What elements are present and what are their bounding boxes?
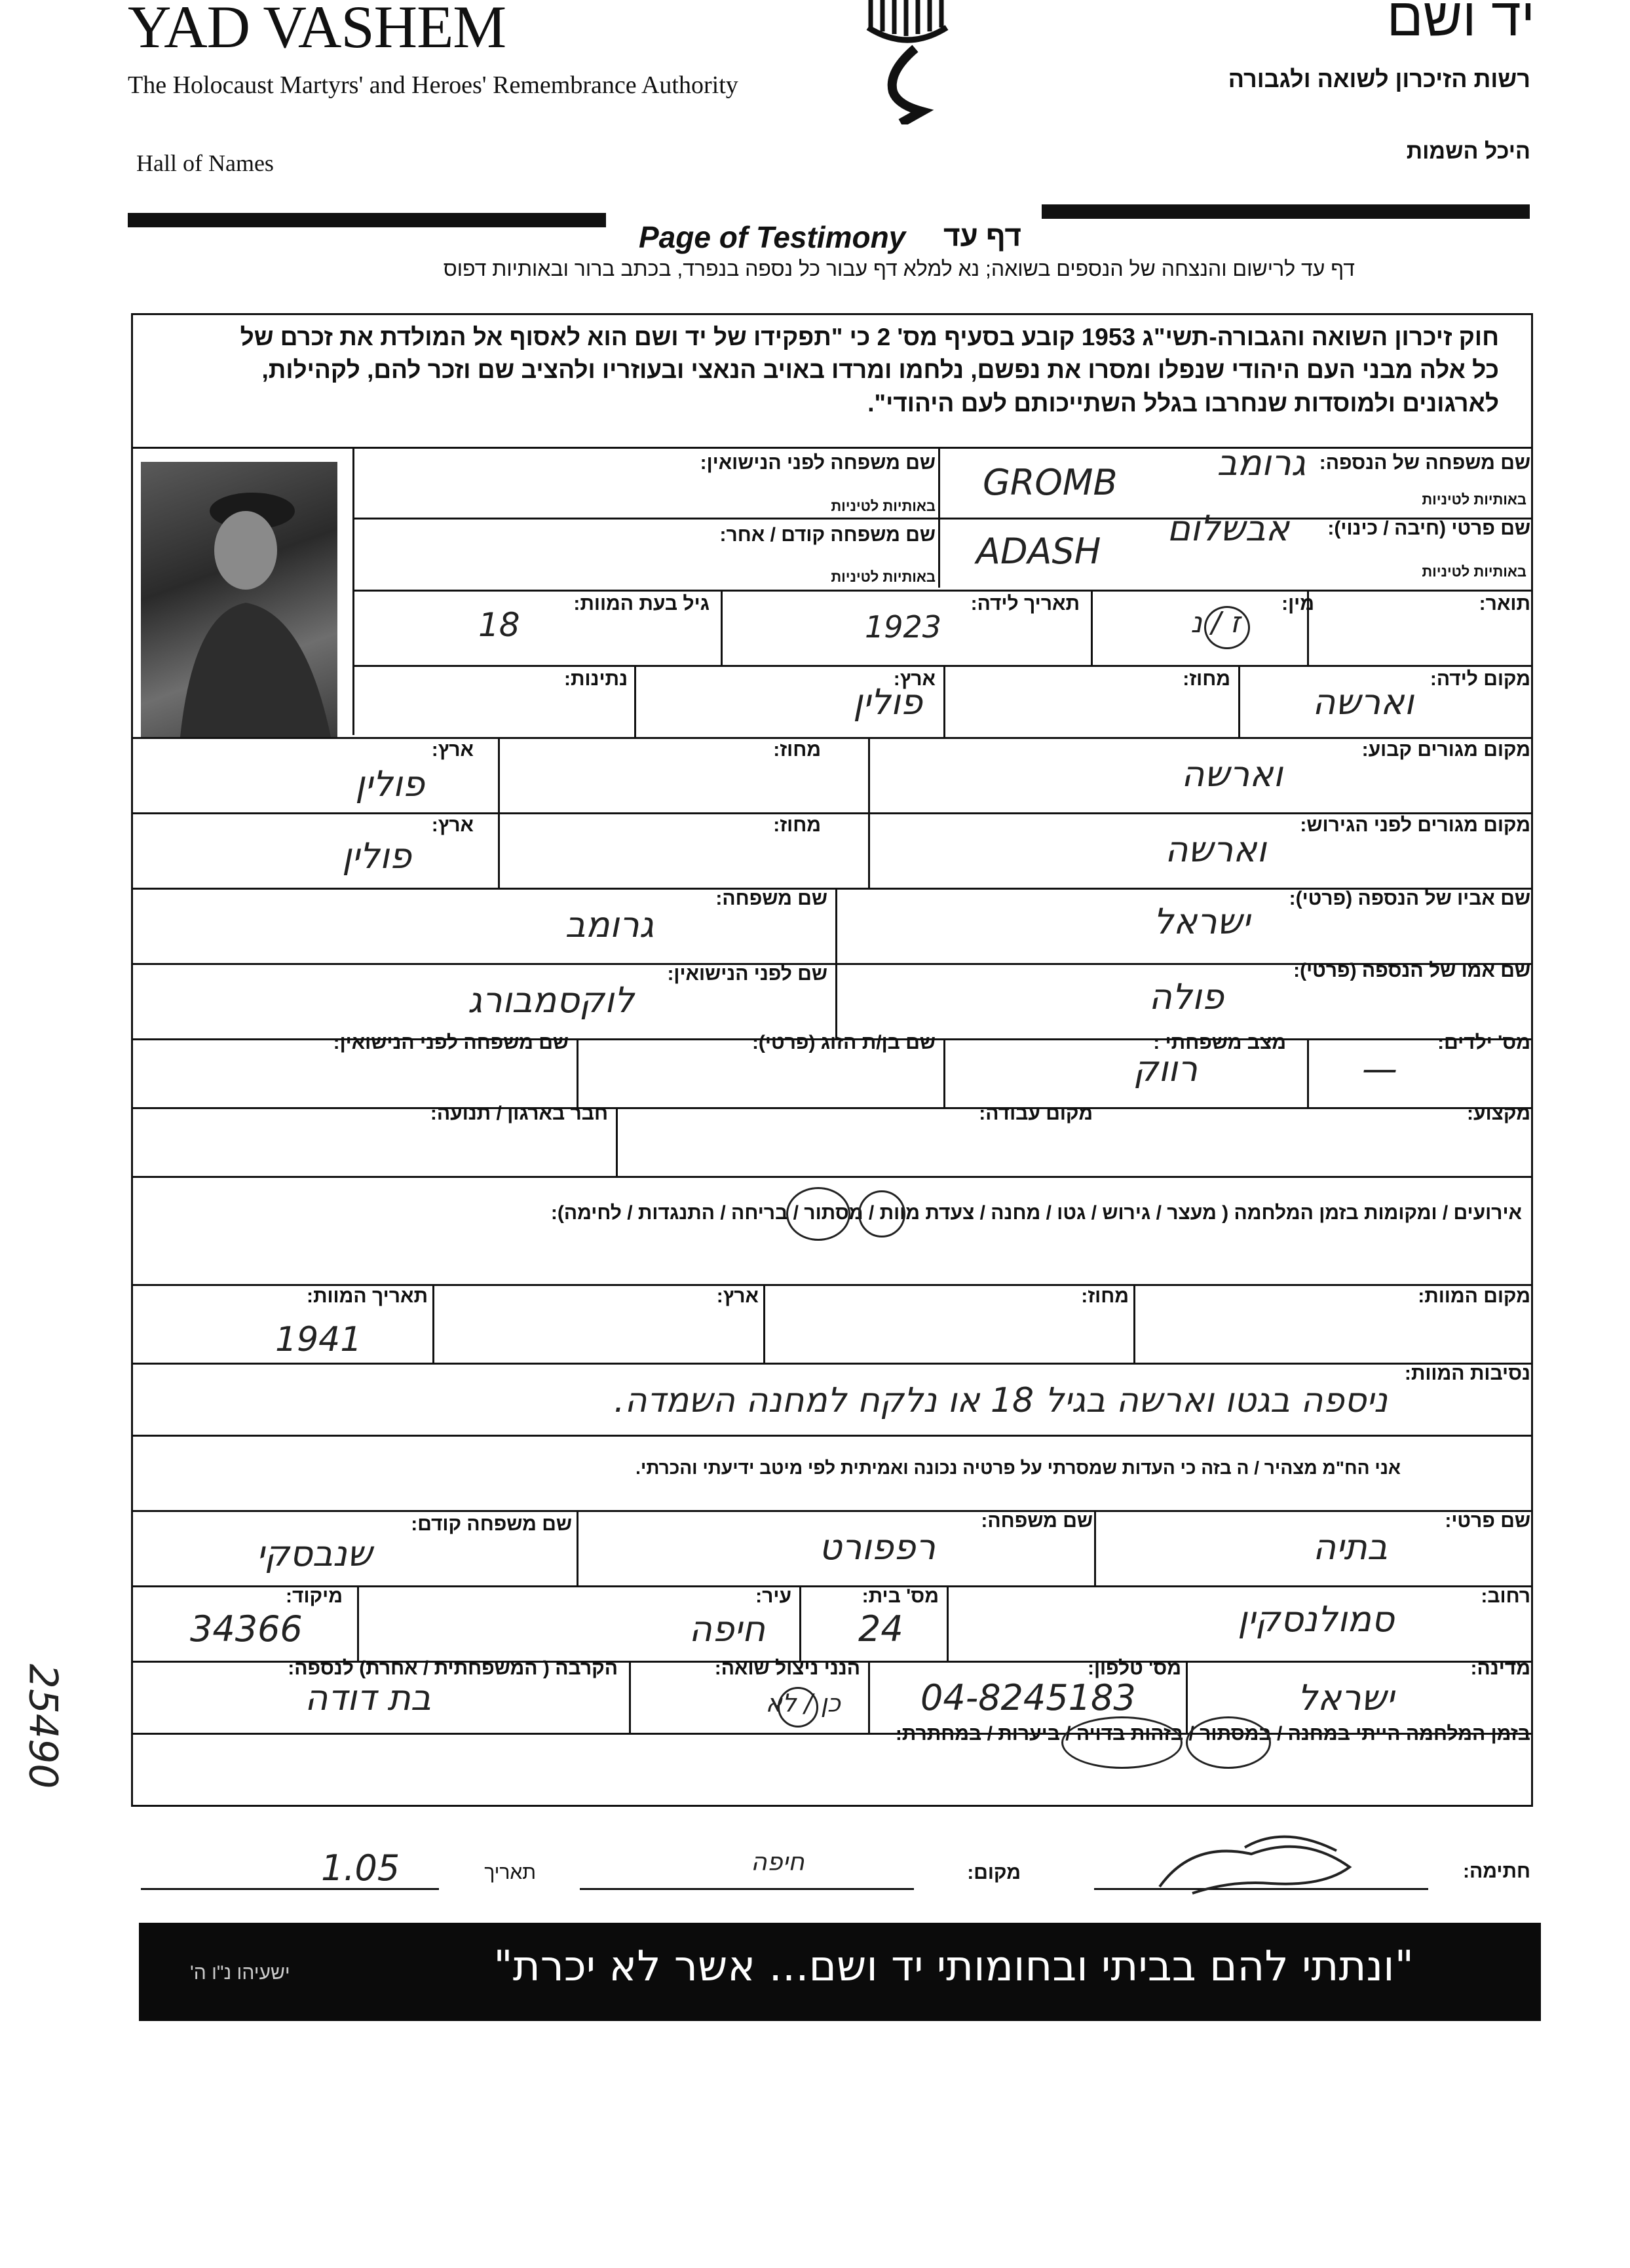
label-maiden: שם משפחה לפני הנישואין: [700,452,936,474]
value-father-family: גרומב [565,904,654,945]
grid-h-12 [131,1363,1533,1365]
grid-v-12b [763,1284,765,1363]
label-district-2: מחוז: [773,739,821,761]
law-text [136,321,1499,420]
place-line [580,1888,914,1890]
grid-v-15a [1094,1510,1096,1585]
label-signature: חתימה: [1462,1861,1530,1882]
org-subtitle-he: רשות הזיכרון לשואה ולגבורה [1228,66,1530,92]
value-surname-he: גרומב [1217,442,1306,483]
grid-h-9 [131,1107,1533,1109]
label-phone: מס' טלפון: [1087,1657,1181,1679]
value-city: חיפה [689,1608,765,1650]
value-death-circ: ניספה בגטו וארשה בגיל 18 או נלקח למחנה השמדה. [613,1381,1388,1420]
grid-v-5b [868,737,870,812]
value-sub-prev: שנבסקי [256,1533,372,1574]
value-marital: רווק [1133,1048,1198,1089]
hall-of-names-he: היכל השמות [1406,139,1530,164]
label-father: שם אביו של הנספה (פרטי): [1289,888,1530,909]
value-relation: בת דודה [305,1677,431,1718]
page-title-he: דף עד [943,220,1022,252]
label-profession: מקצוע: [1467,1103,1530,1124]
label-country-4: ארץ: [716,1285,759,1307]
grid-v-10 [616,1107,618,1176]
value-mother-maiden: לוקסמבורג [467,979,634,1021]
value-house-no: 24 [858,1608,903,1650]
label-sub-first: שם פרטי: [1445,1510,1530,1532]
grid-v-12a [1133,1284,1135,1363]
label-latin-1: באותיות לטיניות [1422,491,1526,508]
label-street: רחוב: [1481,1585,1530,1607]
value-firstname-latin: ADASH [976,531,1101,572]
label-firstname: שם פרטי (חיבה / כינוי): [1327,518,1530,539]
label-title: תואר: [1479,593,1530,614]
grid-v-5a [498,737,500,812]
value-surname-latin: GROMB [983,462,1118,503]
law-divider [131,447,1533,449]
gender-circle [1204,606,1250,649]
label-gender: מין: [1281,593,1314,614]
instructions: דף עד לרישום והנצחה של הנספים בשואה; נא למלא דף עבור כל נספה בנפרד, בכתב ברור ובאותיות דפוס [443,257,1355,280]
value-age: 18 [478,606,520,644]
grid-v-3c [1238,665,1240,737]
law-line-3: לארגונים ולמוסדות שנחרבו בגלל השתייכותם לעם היהודי". [867,389,1499,417]
org-name-en: YAD VASHEM [128,0,506,60]
label-latin-3: באותיות לטיניות [1422,563,1526,580]
declaration: אני הח"מ מצהיר / ה בזה כי העדות שמסרתי על פרטיה נכונה ואמיתית לפי מיטב ידיעתי והכרתי. [635,1458,1401,1478]
label-country-3: ארץ: [431,814,474,836]
value-survivor: כן / לא [765,1689,841,1718]
survivor-yes-circle [778,1687,818,1728]
label-workplace: מקום עבודה: [979,1103,1093,1124]
label-death-date: תאריך המוות: [306,1285,428,1307]
label-nationality: נתינות: [563,668,628,690]
label-permanent-residence: מקום מגורים קבוע: [1361,739,1530,761]
label-country-1: ארץ: [893,668,936,690]
footer-quote: "ונתתי להם בביתי ובחומותי יד ושם... אשר לא יכרת" [493,1942,1414,1991]
grid-v-12c [432,1284,434,1363]
value-birthplace: וארשה [1312,681,1414,723]
grid-v-17b [868,1661,870,1733]
law-line-2: כל אלה מבני העם היהודי שנפלו ומסרו את נפשם, נלחמו ומרדו באויב הנאצי ובעוזריו ולהציב שם וזכר להם, לקהילות, [261,356,1499,384]
margin-number: 25490 [20,1663,66,1789]
label-date: תאריך [484,1862,536,1883]
grid-v-17c [629,1661,631,1733]
victim-photo [141,462,337,737]
grid-v-3a [634,665,636,737]
label-surname: שם משפחה של הנספה: [1319,452,1530,474]
org-subtitle-en: The Holocaust Martyrs' and Heroes' Remembrance Authority [128,71,738,99]
label-mother: שם אמו של הנספה (פרטי): [1293,960,1530,981]
label-wartime: בזמן המלחמה הייתי במחנה / במסתור / בזהות בדויה / ביערות / במחתרת: [895,1723,1530,1745]
label-state: מדינה: [1470,1657,1530,1679]
label-death-circ: נסיבות המוות: [1404,1363,1530,1384]
label-residence-before-deport: מקום מגורים לפני הגירוש: [1300,814,1530,836]
grid-v-16a [947,1585,949,1661]
title-bar-left [128,213,606,227]
footer-source: ישעיהו נ"ו ה' [190,1962,290,1984]
label-zip: מיקוד: [286,1585,343,1607]
grid-v-6b [868,812,870,888]
label-district-1: מחוז: [1183,668,1230,690]
value-firstname-he: אבשלום [1167,508,1289,549]
grid-h-4 [131,737,1533,739]
label-survivor: הנני ניצול שואה: [714,1657,860,1679]
org-name-he: יד ושם [1386,0,1535,47]
value-sub-first: בתיה [1312,1526,1388,1568]
value-gender: ז / נ [1190,606,1240,639]
hiding-circle [1186,1716,1271,1769]
value-country-1: פולין [853,681,922,723]
ghetto-circle [858,1190,905,1238]
label-district-4: מחוז: [1081,1285,1129,1307]
grid-v-2a [721,590,723,665]
label-city: עיר: [755,1585,791,1607]
false-identity-circle [1061,1716,1183,1769]
hall-of-names-en: Hall of Names [136,150,274,176]
label-mother-maiden: שם לפני הנישואין: [667,963,827,985]
title-bar-right [1042,204,1530,219]
law-line-1: חוק זיכרון השואה והגבורה-תשי"ג 1953 קובע בסעיף מס' 2 כי "תפקידו של יד ושם הוא לאסוף אל המולדת את זכרם של [240,324,1499,350]
label-spouse: שם בן/ת הזוג (פרטי): [751,1032,936,1053]
value-before-deport: וארשה [1165,829,1266,870]
label-latin-4: באותיות לטיניות [831,569,936,585]
label-spouse-maiden: שם משפחה לפני הנישואין: [333,1032,569,1053]
camp-circle [786,1187,850,1241]
label-place: מקום: [967,1862,1021,1883]
value-sub-family: רפפורט [818,1526,936,1568]
label-death-place: מקום המוות: [1418,1285,1530,1307]
value-children: — [1362,1048,1397,1089]
label-father-family: שם משפחה: [715,888,827,909]
grid-v-9b [943,1038,945,1107]
grid-h-13 [131,1435,1533,1437]
value-phone: 04-8245183 [920,1677,1136,1718]
grid-h-14 [131,1510,1533,1512]
label-member-org: חבר בארגון / תנועה: [430,1103,608,1124]
value-deport-country: פולין [342,835,411,877]
value-residence: וארשה [1181,753,1283,795]
grid-v-3b [943,665,945,737]
grid-v-2b [1091,590,1093,665]
yad-vashem-logo [862,0,953,124]
grid-h-2 [352,590,1533,592]
label-children: מס' ילדים: [1437,1032,1530,1053]
grid-v-6a [498,812,500,888]
value-birth-year: 1923 [865,609,942,645]
value-place: חיפה [751,1847,805,1876]
value-death-date: 1941 [275,1320,362,1359]
label-marital: מצב משפחתי : [1153,1032,1286,1053]
grid-v-17a [1186,1661,1188,1733]
label-age-death: גיל בעת המוות: [573,593,710,614]
label-sub-family: שם משפחה: [981,1510,1093,1532]
label-latin-2: באותיות לטיניות [831,498,936,514]
label-sub-prev: שם משפחה קודם: [411,1513,572,1535]
grid-h-3 [352,665,1533,667]
signature-scribble [1153,1828,1376,1900]
value-res-country: פולין [355,763,425,804]
grid-v-9c [577,1038,578,1107]
label-prev-surname: שם משפחה קודם / אחר: [719,524,936,546]
value-street: סמולנסקין [1238,1598,1394,1640]
grid-v-16b [799,1585,801,1661]
label-events: אירועים / ומקומות בזמן המלחמה ( מעצר / גירוש / גטו / מחנה / צעדת מוות / מסתור / בריחה / התנגדות / לחימה): [550,1202,1522,1224]
value-father: ישראל [1153,901,1250,942]
label-birthplace: מקום לידה: [1430,668,1530,690]
grid-v-16c [357,1585,359,1661]
label-birthdate: תאריך לידה: [970,593,1080,614]
grid-v-15b [577,1510,578,1585]
value-date: 1.05 [321,1847,400,1889]
value-zip: 34366 [190,1608,303,1650]
grid-v-9a [1307,1038,1309,1107]
value-mother: פולה [1148,976,1224,1017]
grid-h-10 [131,1176,1533,1178]
label-relation: הקרבה ( המשפחתית / אחרת) לנספה: [288,1657,618,1679]
label-house-no: מס' בית: [862,1585,939,1607]
value-state: ישראל [1297,1677,1394,1718]
label-district-3: מחוז: [773,814,821,836]
page-title-en: Page of Testimony [639,220,906,254]
label-country-2: ארץ: [431,739,474,761]
